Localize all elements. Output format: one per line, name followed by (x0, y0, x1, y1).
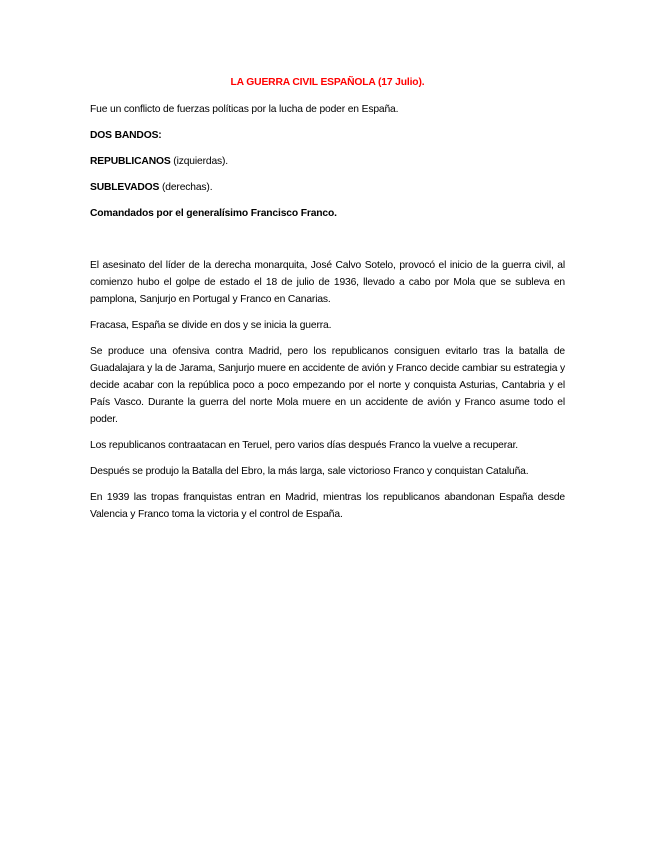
body-paragraph-4: Los republicanos contraatacan en Teruel, pero varios días después Franco la vuelve a recuperar. (90, 440, 519, 451)
body-paragraph-5: Después se produjo la Batalla del Ebro, la más larga, sale victorioso Franco y conquistan Cataluña. (90, 466, 529, 477)
sublevados-detail: (derechas). (159, 182, 213, 193)
comandados-line: Comandados por el generalísimo Francisco Franco. (90, 208, 337, 219)
body-paragraph-1: El asesinato del líder de la derecha monarquita, José Calvo Sotelo, provocó el inicio de la guerra civil, al comienzo hubo el golpe de estado el 18 de julio de 1936, llevado a cabo por Mola que se subleva en pamplona, Sanjurjo en Portugal y Franco en Canarias. (90, 260, 565, 305)
body-paragraph-2: Fracasa, España se divide en dos y se inicia la guerra. (90, 320, 332, 331)
republicanos-line (90, 153, 565, 170)
body-paragraph-3: Se produce una ofensiva contra Madrid, pero los republicanos consiguen evitarlo tras la batalla de Guadalajara y la de Jarama, Sanjurjo muere en accidente de avión y Franco decide cambiar su estrategia y decide acabar con la república poco a poco empezando por el norte y conquista Asturias, Cantabria y el País Vasco. Durante la guerra del norte Mola muere en un accidente de avión y Franco asume todo el poder. (90, 346, 565, 425)
republicanos-detail: (izquierdas). (170, 156, 229, 167)
sublevados-line (90, 179, 565, 196)
bandos-heading: DOS BANDOS: (90, 130, 162, 141)
body-paragraph-6: En 1939 las tropas franquistas entran en Madrid, mientras los republicanos abandonan España desde Valencia y Franco toma la victoria y el control de España. (90, 492, 565, 520)
spacer (90, 231, 565, 257)
sublevados-label: SUBLEVADOS (90, 182, 160, 193)
republicanos-label: REPUBLICANOS (90, 156, 171, 167)
document-title: LA GUERRA CIVIL ESPAÑOLA (17 Julio). (230, 77, 425, 88)
intro-paragraph: Fue un conflicto de fuerzas políticas por la lucha de poder en España. (90, 104, 399, 115)
document-body (90, 74, 565, 532)
